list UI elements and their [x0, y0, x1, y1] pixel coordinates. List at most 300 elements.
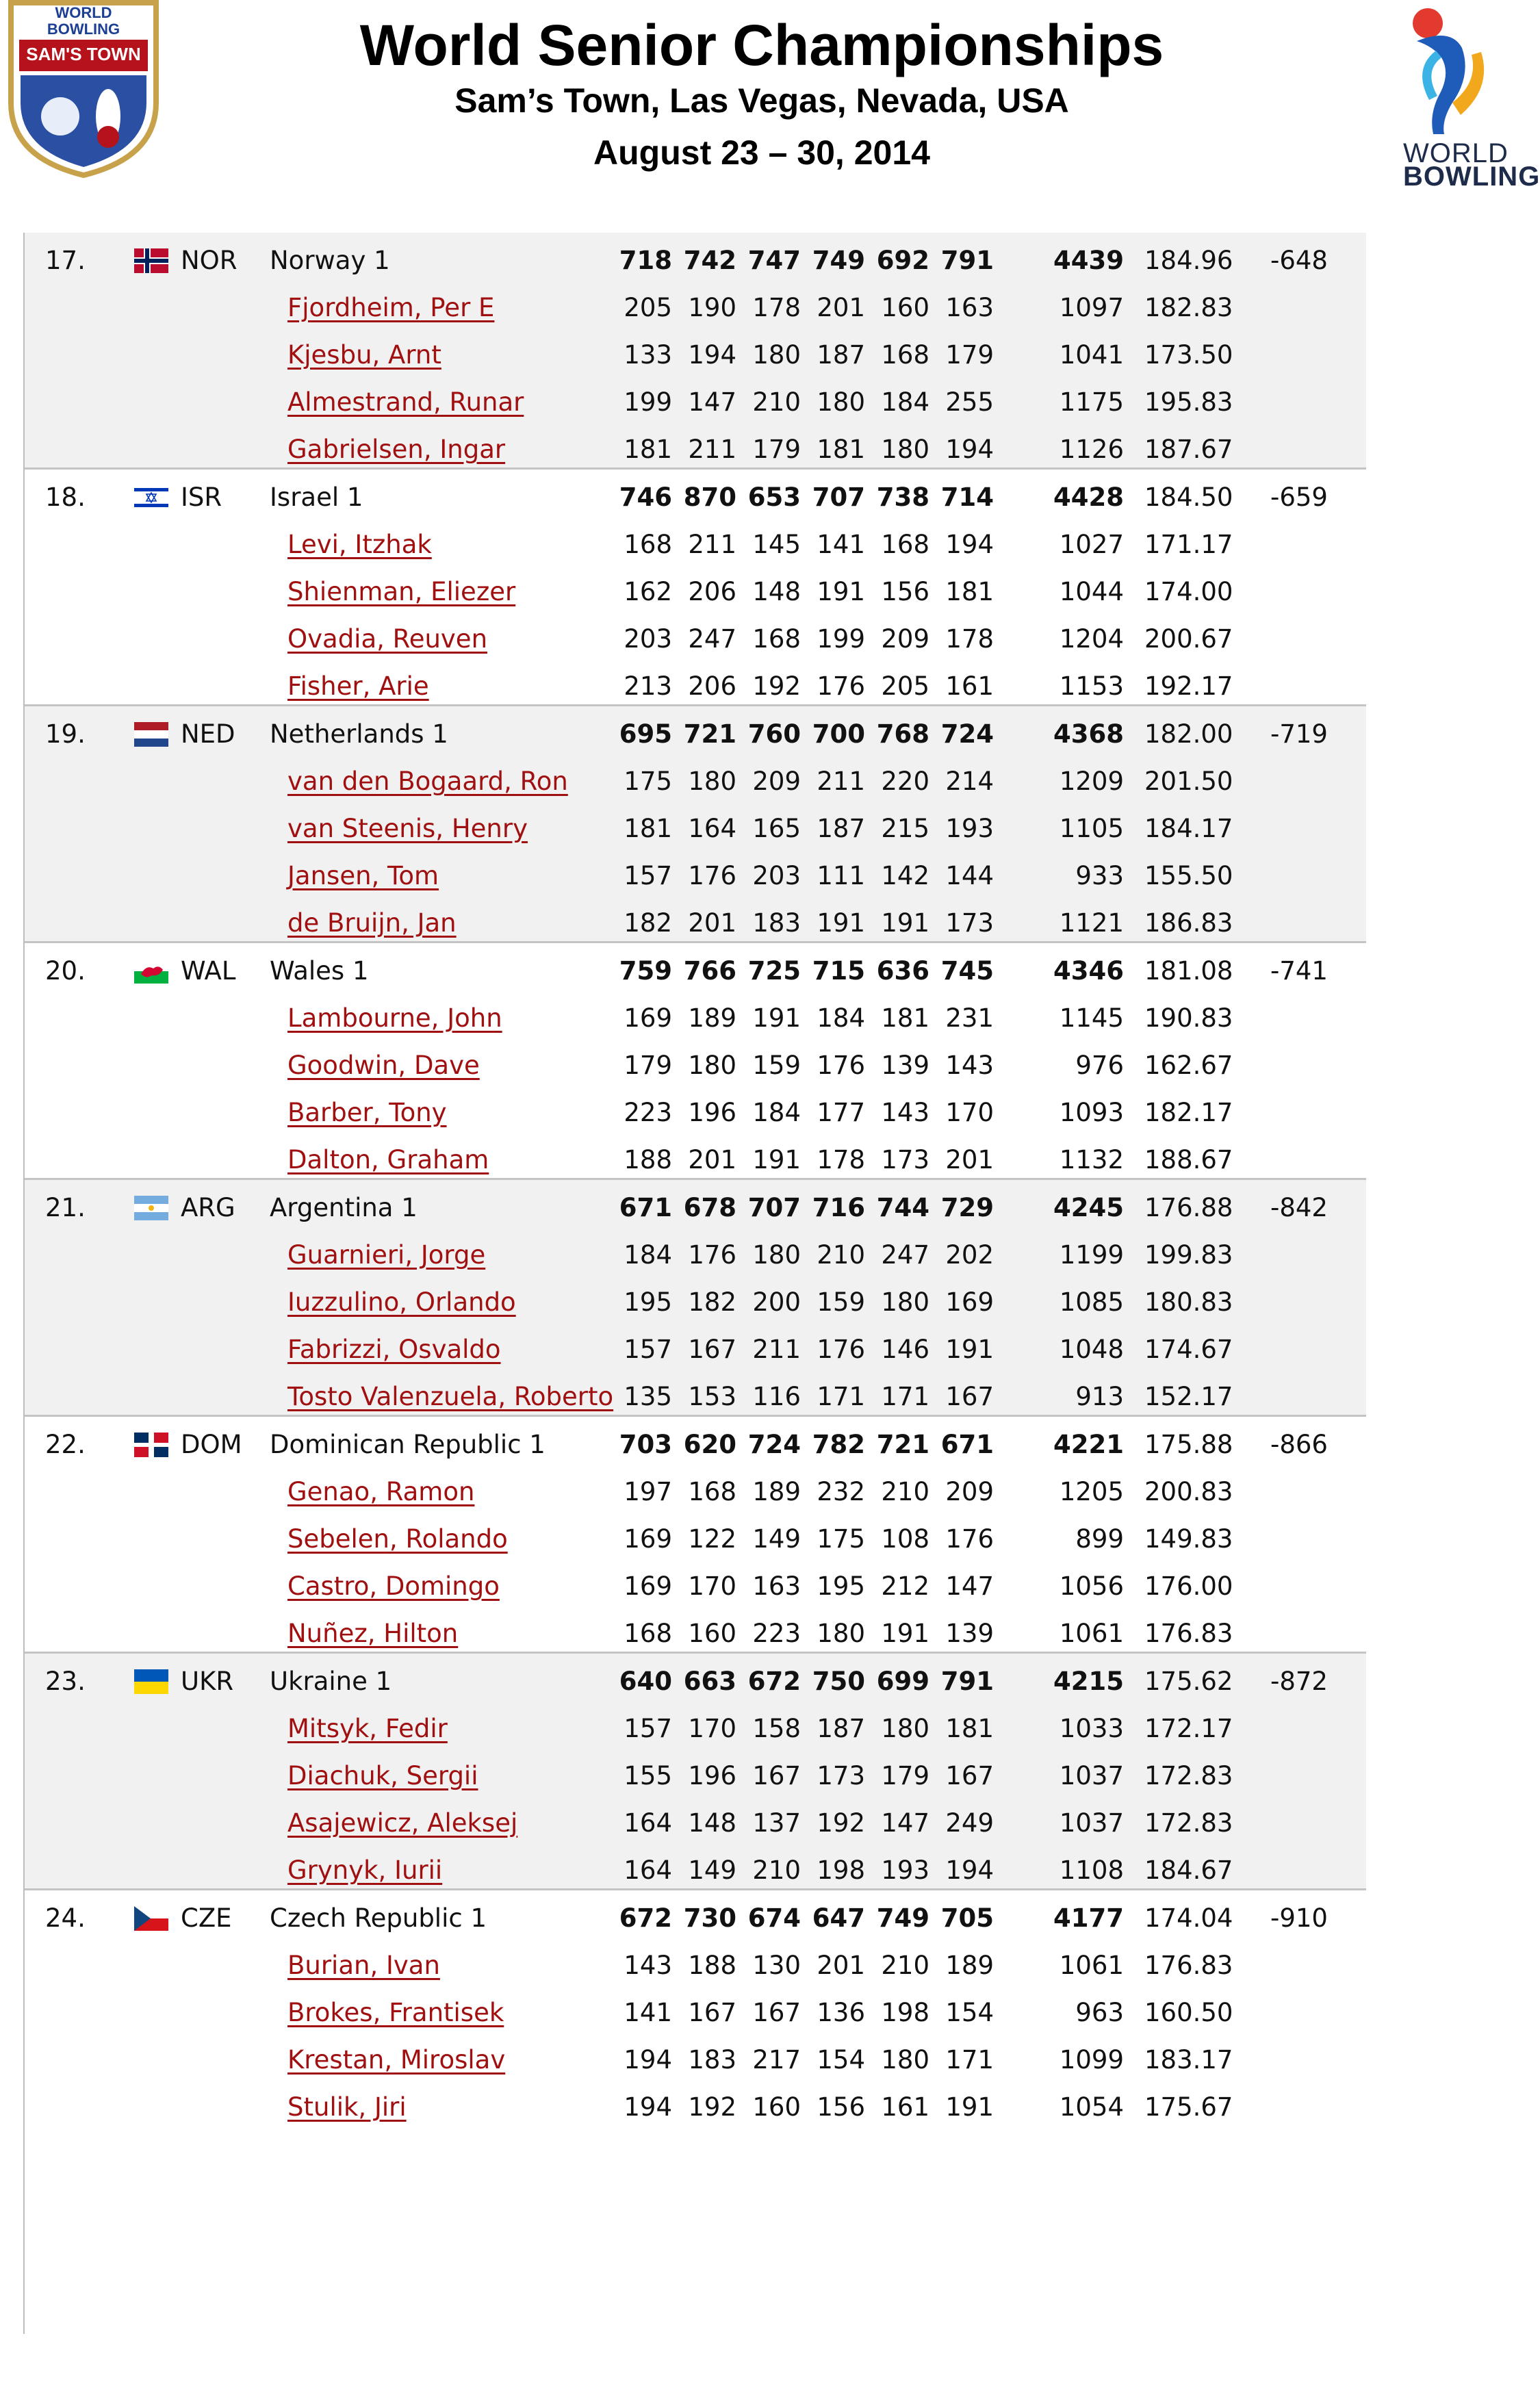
team-game-score: 746	[619, 483, 672, 512]
player-game-score: 199	[817, 624, 865, 654]
player-name-link[interactable]: Levi, Itzhak	[287, 530, 432, 559]
player-game-score: 162	[624, 577, 672, 606]
player-game-score: 141	[817, 530, 865, 559]
player-game-score: 206	[688, 671, 736, 701]
player-game-score: 194	[688, 340, 736, 370]
player-game-score: 205	[624, 293, 672, 322]
player-game-score: 147	[881, 1808, 929, 1838]
player-game-score: 247	[688, 624, 736, 654]
player-game-score: 146	[881, 1335, 929, 1364]
player-game-score: 179	[945, 340, 994, 370]
player-game-score: 161	[881, 2092, 929, 2122]
player-game-score: 139	[945, 1619, 994, 1648]
player-game-score: 164	[688, 814, 736, 843]
team-block	[25, 706, 1366, 943]
player-total: 899	[1075, 1524, 1124, 1554]
player-game-score: 179	[752, 435, 801, 464]
player-row	[25, 1705, 1366, 1752]
player-game-score: 201	[688, 908, 736, 938]
player-total: 933	[1075, 861, 1124, 890]
player-name-link[interactable]: Burian, Ivan	[287, 1951, 440, 1980]
team-game-score: 724	[940, 719, 994, 749]
netherlands-flag-icon	[134, 722, 168, 747]
player-average: 192.17	[1144, 671, 1233, 701]
results-table	[23, 233, 1365, 2334]
player-game-score: 130	[752, 1951, 801, 1980]
team-game-score: 738	[876, 483, 929, 512]
team-game-score: 714	[940, 483, 994, 512]
team-total: 4177	[1053, 1903, 1124, 1933]
player-game-score: 175	[624, 767, 672, 796]
team-game-score: 724	[747, 1430, 801, 1459]
player-game-score: 255	[945, 387, 994, 417]
page-title: World Senior Championships	[359, 13, 1164, 77]
team-average: 182.00	[1144, 719, 1233, 749]
player-row	[25, 994, 1366, 1042]
player-game-score: 181	[945, 1714, 994, 1743]
team-row	[25, 1184, 1366, 1231]
team-game-score: 653	[747, 483, 801, 512]
player-game-score: 214	[945, 767, 994, 796]
player-average: 175.67	[1144, 2092, 1233, 2122]
team-total: 4368	[1053, 719, 1124, 749]
team-game-score: 715	[812, 956, 865, 986]
player-game-score: 211	[752, 1335, 801, 1364]
player-game-score: 215	[881, 814, 929, 843]
team-rank: 24.	[45, 1903, 86, 1933]
player-game-score: 176	[688, 861, 736, 890]
player-game-score: 156	[881, 577, 929, 606]
player-game-score: 188	[688, 1951, 736, 1980]
player-name-link[interactable]: Grynyk, Iurii	[287, 1856, 443, 1885]
player-game-score: 249	[945, 1808, 994, 1838]
player-name-link[interactable]: Genao, Ramon	[287, 1477, 475, 1506]
player-row	[25, 899, 1366, 947]
player-game-score: 181	[945, 577, 994, 606]
player-game-score: 164	[624, 1808, 672, 1838]
team-game-score: 692	[876, 246, 929, 275]
team-game-score: 705	[940, 1903, 994, 1933]
world-bowling-figure-icon	[1376, 0, 1524, 137]
team-average: 181.08	[1144, 956, 1233, 986]
player-average: 174.00	[1144, 577, 1233, 606]
player-game-score: 111	[817, 861, 865, 890]
player-game-score: 210	[881, 1477, 929, 1506]
team-game-score: 791	[940, 1667, 994, 1696]
team-average: 184.96	[1144, 246, 1233, 275]
player-row	[25, 852, 1366, 899]
team-name: Israel 1	[270, 483, 363, 512]
player-game-score: 184	[881, 387, 929, 417]
team-block	[25, 470, 1366, 706]
player-name-link[interactable]: Mitsyk, Fedir	[287, 1714, 448, 1743]
player-average: 184.17	[1144, 814, 1233, 843]
player-average: 200.67	[1144, 624, 1233, 654]
player-row	[25, 615, 1366, 663]
team-row	[25, 710, 1366, 758]
team-difference: -842	[1270, 1193, 1328, 1222]
player-game-score: 191	[945, 1335, 994, 1364]
team-total: 4428	[1053, 483, 1124, 512]
team-average: 174.04	[1144, 1903, 1233, 1933]
player-game-score: 211	[688, 435, 736, 464]
team-game-score: 782	[812, 1430, 865, 1459]
player-game-score: 183	[752, 908, 801, 938]
player-game-score: 167	[688, 1335, 736, 1364]
event-dates: August 23 – 30, 2014	[593, 133, 930, 172]
team-difference: -648	[1270, 246, 1328, 275]
team-game-score: 749	[812, 246, 865, 275]
player-average: 200.83	[1144, 1477, 1233, 1506]
team-block	[25, 1417, 1366, 1654]
player-total: 1205	[1059, 1477, 1124, 1506]
team-game-score: 759	[619, 956, 672, 986]
player-average: 174.67	[1144, 1335, 1233, 1364]
player-game-score: 198	[817, 1856, 865, 1885]
player-game-score: 176	[945, 1524, 994, 1554]
team-average: 175.88	[1144, 1430, 1233, 1459]
player-row	[25, 1279, 1366, 1326]
player-name-link[interactable]: Ovadia, Reuven	[287, 624, 488, 654]
player-game-score: 176	[817, 1051, 865, 1080]
player-total: 1204	[1059, 624, 1124, 654]
team-game-score: 768	[876, 719, 929, 749]
player-average: 182.17	[1144, 1098, 1233, 1127]
player-name-link[interactable]: de Bruijn, Jan	[287, 908, 457, 938]
player-game-score: 197	[624, 1477, 672, 1506]
player-average: 172.83	[1144, 1761, 1233, 1790]
player-game-score: 159	[752, 1051, 801, 1080]
player-game-score: 170	[688, 1714, 736, 1743]
logo-text-bowling: BOWLING	[47, 21, 120, 38]
player-game-score: 149	[752, 1524, 801, 1554]
player-game-score: 201	[817, 1951, 865, 1980]
player-game-score: 180	[881, 435, 929, 464]
player-total: 1027	[1059, 530, 1124, 559]
player-game-score: 180	[881, 1287, 929, 1317]
player-game-score: 181	[624, 814, 672, 843]
team-game-score: 620	[683, 1430, 736, 1459]
player-row	[25, 1847, 1366, 1894]
player-average: 188.67	[1144, 1145, 1233, 1174]
team-game-score: 647	[812, 1903, 865, 1933]
team-difference: -741	[1270, 956, 1328, 986]
player-row	[25, 2083, 1366, 2131]
player-game-score: 198	[881, 1998, 929, 2027]
player-row	[25, 1942, 1366, 1989]
team-difference: -910	[1270, 1903, 1328, 1933]
player-name-link[interactable]: Diachuk, Sergii	[287, 1761, 478, 1790]
team-name: Norway 1	[270, 246, 390, 275]
player-game-score: 180	[752, 1240, 801, 1270]
player-name-link[interactable]: Goodwin, Dave	[287, 1051, 480, 1080]
player-game-score: 155	[624, 1761, 672, 1790]
player-game-score: 137	[752, 1808, 801, 1838]
player-average: 199.83	[1144, 1240, 1233, 1270]
player-game-score: 213	[624, 671, 672, 701]
czech-republic-flag-icon	[134, 1906, 168, 1931]
player-game-score: 144	[945, 861, 994, 890]
player-name-link[interactable]: Guarnieri, Jorge	[287, 1240, 486, 1270]
player-game-score: 173	[881, 1145, 929, 1174]
team-name: Czech Republic 1	[270, 1903, 487, 1933]
player-game-score: 178	[752, 293, 801, 322]
player-game-score: 139	[881, 1051, 929, 1080]
player-average: 155.50	[1144, 861, 1233, 890]
player-game-score: 184	[752, 1098, 801, 1127]
israel-flag-icon	[134, 485, 168, 510]
player-game-score: 232	[817, 1477, 865, 1506]
player-game-score: 187	[817, 814, 865, 843]
player-name-link[interactable]: van Steenis, Henry	[287, 814, 528, 843]
team-rank: 19.	[45, 719, 86, 749]
team-game-score: 721	[876, 1430, 929, 1459]
player-name-link[interactable]: Iuzzulino, Orlando	[287, 1287, 516, 1317]
player-name-link[interactable]: Sebelen, Rolando	[287, 1524, 508, 1554]
nation-code: ARG	[181, 1193, 235, 1222]
player-average: 160.50	[1144, 1998, 1233, 2027]
player-name-link[interactable]: Castro, Domingo	[287, 1571, 500, 1601]
player-average: 190.83	[1144, 1003, 1233, 1033]
team-game-score: 791	[940, 246, 994, 275]
player-average: 162.67	[1144, 1051, 1233, 1080]
player-game-score: 173	[817, 1761, 865, 1790]
player-game-score: 149	[688, 1856, 736, 1885]
team-rank: 23.	[45, 1667, 86, 1696]
player-game-score: 190	[688, 293, 736, 322]
player-game-score: 211	[688, 530, 736, 559]
player-name-link[interactable]: Almestrand, Runar	[287, 387, 524, 417]
player-row	[25, 284, 1366, 331]
player-game-score: 169	[624, 1524, 672, 1554]
logo-text-world: WORLD	[1403, 138, 1509, 168]
world-bowling-logo	[1376, 0, 1540, 198]
player-name-link[interactable]: Dalton, Graham	[287, 1145, 489, 1174]
player-game-score: 171	[881, 1382, 929, 1411]
team-average: 176.88	[1144, 1193, 1233, 1222]
player-total: 1105	[1059, 814, 1124, 843]
player-name-link[interactable]: Fisher, Arie	[287, 671, 429, 701]
player-game-score: 168	[624, 530, 672, 559]
player-total: 1048	[1059, 1335, 1124, 1364]
ukraine-flag-icon	[134, 1669, 168, 1694]
player-game-score: 122	[688, 1524, 736, 1554]
player-average: 176.00	[1144, 1571, 1233, 1601]
team-average: 184.50	[1144, 483, 1233, 512]
player-game-score: 203	[624, 624, 672, 654]
team-total: 4221	[1053, 1430, 1124, 1459]
player-row	[25, 1989, 1366, 2036]
nation-code: NED	[181, 719, 235, 749]
player-name-link[interactable]: Asajewicz, Aleksej	[287, 1808, 518, 1838]
player-name-link[interactable]: Fabrizzi, Osvaldo	[287, 1335, 501, 1364]
player-name-link[interactable]: Tosto Valenzuela, Roberto	[287, 1382, 614, 1411]
player-game-score: 210	[752, 387, 801, 417]
player-game-score: 176	[817, 1335, 865, 1364]
team-game-score: 707	[812, 483, 865, 512]
player-average: 180.83	[1144, 1287, 1233, 1317]
team-game-score: 742	[683, 246, 736, 275]
team-name: Wales 1	[270, 956, 369, 986]
player-game-score: 163	[945, 293, 994, 322]
nation-code: UKR	[181, 1667, 234, 1696]
player-average: 187.67	[1144, 435, 1233, 464]
player-row	[25, 1231, 1366, 1279]
team-game-score: 730	[683, 1903, 736, 1933]
player-game-score: 161	[945, 671, 994, 701]
player-game-score: 191	[817, 577, 865, 606]
player-average: 186.83	[1144, 908, 1233, 938]
player-total: 1199	[1059, 1240, 1124, 1270]
team-game-score: 707	[747, 1193, 801, 1222]
player-average: 152.17	[1144, 1382, 1233, 1411]
player-name-link[interactable]: Gabrielsen, Ingar	[287, 435, 506, 464]
team-block	[25, 233, 1366, 470]
player-game-score: 187	[817, 1714, 865, 1743]
player-row	[25, 805, 1366, 852]
team-game-score: 747	[747, 246, 801, 275]
player-total: 963	[1075, 1998, 1124, 2027]
player-game-score: 181	[817, 435, 865, 464]
player-game-score: 147	[688, 387, 736, 417]
player-total: 1175	[1059, 387, 1124, 417]
player-game-score: 116	[752, 1382, 801, 1411]
team-name: Argentina 1	[270, 1193, 418, 1222]
team-total: 4346	[1053, 956, 1124, 986]
player-name-link[interactable]: Nuñez, Hilton	[287, 1619, 459, 1648]
player-total: 1033	[1059, 1714, 1124, 1743]
player-game-score: 169	[624, 1571, 672, 1601]
player-name-link[interactable]: Lambourne, John	[287, 1003, 502, 1033]
player-game-score: 157	[624, 1714, 672, 1743]
team-difference: -866	[1270, 1430, 1328, 1459]
player-average: 182.83	[1144, 293, 1233, 322]
player-game-score: 142	[881, 861, 929, 890]
player-game-score: 194	[945, 530, 994, 559]
dominican-republic-flag-icon	[134, 1433, 168, 1457]
player-game-score: 217	[752, 2045, 801, 2075]
player-row	[25, 1136, 1366, 1183]
player-game-score: 179	[881, 1761, 929, 1790]
player-row	[25, 568, 1366, 615]
player-average: 183.17	[1144, 2045, 1233, 2075]
team-row	[25, 474, 1366, 521]
player-name-link[interactable]: Brokes, Frantisek	[287, 1998, 504, 2027]
nation-code: WAL	[181, 956, 236, 986]
player-game-score: 168	[881, 530, 929, 559]
player-game-score: 136	[817, 1998, 865, 2027]
player-game-score: 154	[945, 1998, 994, 2027]
team-total: 4245	[1053, 1193, 1124, 1222]
team-game-score: 678	[683, 1193, 736, 1222]
player-name-link[interactable]: Jansen, Tom	[287, 861, 439, 890]
player-game-score: 196	[688, 1761, 736, 1790]
player-row	[25, 1468, 1366, 1515]
team-game-score: 674	[747, 1903, 801, 1933]
team-name: Ukraine 1	[270, 1667, 392, 1696]
team-game-score: 672	[747, 1667, 801, 1696]
player-game-score: 164	[624, 1856, 672, 1885]
player-game-score: 167	[945, 1382, 994, 1411]
player-game-score: 169	[945, 1287, 994, 1317]
player-game-score: 184	[624, 1240, 672, 1270]
argentina-flag-icon	[134, 1196, 168, 1220]
player-row	[25, 1373, 1366, 1420]
logo-text-world: WORLD	[55, 4, 112, 21]
player-average: 173.50	[1144, 340, 1233, 370]
team-game-score: 663	[683, 1667, 736, 1696]
nation-code: CZE	[181, 1903, 232, 1933]
player-game-score: 178	[817, 1145, 865, 1174]
player-row	[25, 758, 1366, 805]
player-total: 1097	[1059, 293, 1124, 322]
player-name-link[interactable]: Krestan, Miroslav	[287, 2045, 506, 2075]
wales-flag-icon	[134, 959, 168, 984]
player-game-score: 189	[752, 1477, 801, 1506]
player-game-score: 223	[752, 1619, 801, 1648]
player-total: 976	[1075, 1051, 1124, 1080]
player-row	[25, 1515, 1366, 1563]
player-game-score: 189	[688, 1003, 736, 1033]
player-game-score: 147	[945, 1571, 994, 1601]
player-name-link[interactable]: Kjesbu, Arnt	[287, 340, 441, 370]
player-name-link[interactable]: Barber, Tony	[287, 1098, 447, 1127]
player-total: 1121	[1059, 908, 1124, 938]
player-game-score: 192	[688, 2092, 736, 2122]
team-difference: -872	[1270, 1667, 1328, 1696]
player-game-score: 220	[881, 767, 929, 796]
player-name-link[interactable]: Stulik, Jiri	[287, 2092, 407, 2122]
player-game-score: 193	[945, 814, 994, 843]
team-game-score: 640	[619, 1667, 672, 1696]
logo-text-bowling: BOWLING	[1403, 162, 1540, 192]
player-game-score: 210	[881, 1951, 929, 1980]
player-game-score: 196	[688, 1098, 736, 1127]
player-game-score: 182	[624, 908, 672, 938]
player-game-score: 177	[817, 1098, 865, 1127]
norway-flag-icon	[134, 248, 168, 273]
player-game-score: 148	[752, 577, 801, 606]
player-game-score: 165	[752, 814, 801, 843]
player-game-score: 179	[624, 1051, 672, 1080]
player-game-score: 195	[817, 1571, 865, 1601]
player-row	[25, 1326, 1366, 1373]
player-game-score: 157	[624, 861, 672, 890]
player-name-link[interactable]: Shienman, Eliezer	[287, 577, 516, 606]
player-name-link[interactable]: Fjordheim, Per E	[287, 293, 495, 322]
player-game-score: 181	[881, 1003, 929, 1033]
team-game-score: 721	[683, 719, 736, 749]
player-row	[25, 663, 1366, 710]
nation-code: DOM	[181, 1430, 242, 1459]
player-game-score: 156	[817, 2092, 865, 2122]
player-total: 1093	[1059, 1098, 1124, 1127]
player-game-score: 176	[688, 1240, 736, 1270]
player-name-link[interactable]: van den Bogaard, Ron	[287, 767, 568, 796]
player-game-score: 194	[945, 435, 994, 464]
player-game-score: 181	[624, 435, 672, 464]
team-name: Dominican Republic 1	[270, 1430, 546, 1459]
page-header	[0, 0, 1540, 226]
player-total: 1056	[1059, 1571, 1124, 1601]
player-game-score: 154	[817, 2045, 865, 2075]
team-game-score: 703	[619, 1430, 672, 1459]
team-game-score: 672	[619, 1903, 672, 1933]
player-game-score: 167	[752, 1998, 801, 2027]
team-game-score: 718	[619, 246, 672, 275]
team-rank: 20.	[45, 956, 86, 986]
team-game-score: 699	[876, 1667, 929, 1696]
